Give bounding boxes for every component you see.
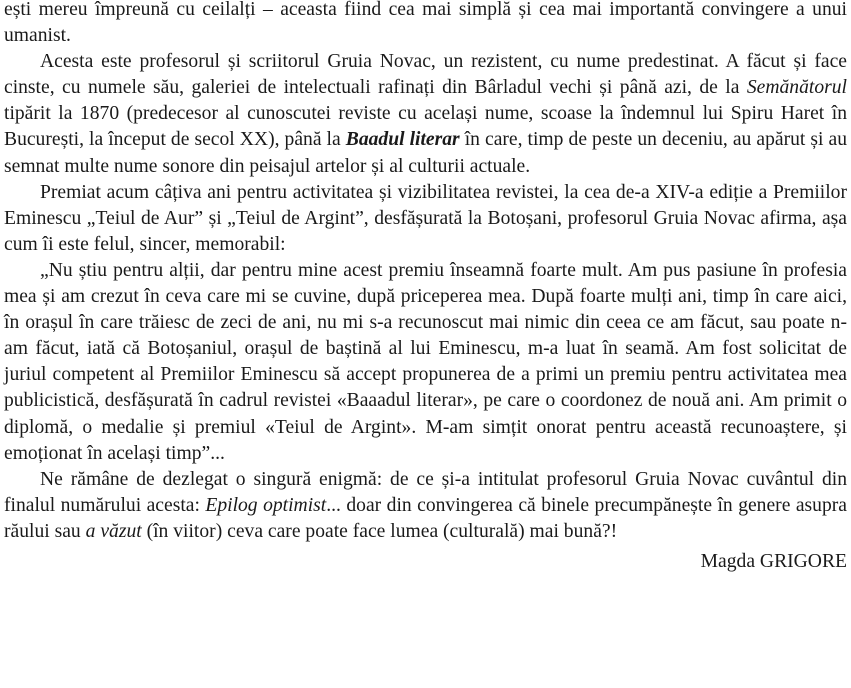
paragraph-2-text-a: Acesta este profesorul și scriitorul Gruia Novac, un rezistent, cu nume predestinat. A făcut și face cinste, cu numele său, galeriei de intelectuali rafinați din Bârladul vechi și până azi, de la <box>4 51 847 99</box>
paragraph-4-quote <box>4 258 847 467</box>
paragraph-5 <box>4 467 847 545</box>
title-baadul-literar: Baadul literar <box>345 129 460 151</box>
author-signature: Magda GRIGORE <box>700 550 847 572</box>
paragraph-3 <box>4 180 847 258</box>
title-semanatorul: Semănătorul <box>746 77 847 99</box>
paragraph-1-text: ești mereu împreună cu ceilalți – aceasta fiind cea mai simplă și cea mai importantă convingere a unui umanist. <box>4 0 847 47</box>
paragraph-5-text-c: (în viitor) ceva care poate face lumea (culturală) mai bună?! <box>141 520 618 542</box>
paragraph-2-text-c: în care, timp de peste un deceniu, au apărut și au semnat multe nume sonore din peisajul artelor și al culturii actuale. <box>4 129 847 177</box>
paragraph-1 <box>4 0 847 49</box>
title-epilog-optimist: Epilog optimist <box>205 494 327 516</box>
paragraph-2-text-b: tipărit la 1870 (predecesor al cunoscutei reviste cu același nume, scoase la îndemnul lui Spiru Haret în București, la început de secol XX), până la <box>4 103 847 151</box>
phrase-a-vazut: a văzut <box>85 520 142 542</box>
paragraph-4-text: „Nu știu pentru alții, dar pentru mine acest premiu înseamnă foarte mult. Am pus pasiune în profesia mea și am crezut în ceva care mi se cuvine, după priceperea mea. După foarte mulți ani, timp în care aici, în orașul în care trăiesc de zeci de ani, nu mi s-a recunoscut mai nimic din ceea ce am făcut, sau poate n-am făcut, iată că Botoșaniul, orașul de baștină al lui Eminescu, m-a luat în seamă. Am fost solicitat de juriul competent al Premiilor Eminescu să accept propunerea de a primi un premiu pentru activitatea mea publicistică, desfășurată în cadrul revistei «Baaadul literar», pe care o coordonez de nouă ani. Am primit o diplomă, o medalie și premiul «Teiul de Argint». M-am simțit onorat pentru această recunoaștere, și emoționat în același timp”... <box>4 259 847 464</box>
paragraph-2 <box>4 49 847 179</box>
paragraph-3-text: Premiat acum câțiva ani pentru activitatea și vizibilitatea revistei, la cea de-a XIV-a ediție a Premiilor Eminescu „Teiul de Aur” și „Teiul de Argint”, desfășurată la Botoșani, profesorul Gruia Novac afirma, așa cum îi este felul, sincer, memorabil: <box>4 181 847 255</box>
paragraph-5-text-a: Ne rămâne de dezlegat o singură enigmă: de ce și-a intitulat profesorul Gruia Novac cuvântul din finalul numărului acesta: <box>4 468 847 516</box>
article-page <box>4 0 847 575</box>
paragraph-5-text-b: ... doar din convingerea că binele precumpănește în genere asupra răului sau <box>4 494 847 542</box>
